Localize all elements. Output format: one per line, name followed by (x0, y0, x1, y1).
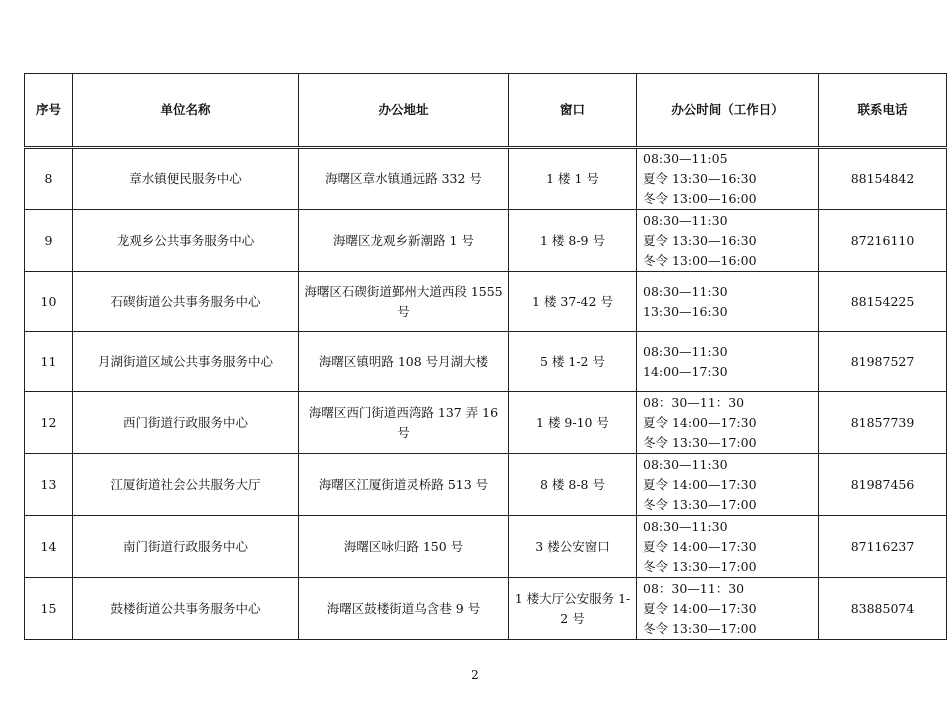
header-index: 序号 (25, 74, 73, 148)
row-window: 8 楼 8-8 号 (509, 454, 637, 516)
hours-line: 13:30—16:30 (643, 303, 728, 319)
row-index: 11 (25, 332, 73, 392)
hours-line: 夏令 14:00—17:30 (643, 476, 757, 492)
hours-line: 08:30—11:30 (643, 283, 728, 299)
row-office-hours (637, 578, 819, 640)
row-address: 海曙区江厦街道灵桥路 513 号 (299, 454, 509, 516)
hours-line: 08:30—11:05 (643, 151, 728, 166)
hours-line: 夏令 13:30—16:30 (643, 171, 757, 186)
table-row (25, 454, 947, 516)
hours-line: 冬令 13:00—16:00 (643, 191, 757, 206)
row-unit-name: 西门街道行政服务中心 (73, 392, 299, 454)
row-phone: 81987456 (819, 454, 947, 516)
hours-line: 08：30—11：30 (643, 580, 745, 596)
row-phone: 81857739 (819, 392, 947, 454)
table-row (25, 516, 947, 578)
row-phone: 87216110 (819, 210, 947, 272)
row-phone: 88154225 (819, 272, 947, 332)
hours-line: 夏令 14:00—17:30 (643, 538, 757, 554)
hours-line: 冬令 13:30—17:00 (643, 434, 757, 450)
hours-line: 夏令 14:00—17:30 (643, 600, 757, 616)
row-office-hours (637, 454, 819, 516)
hours-line: 08:30—11:30 (643, 212, 728, 228)
table-row (25, 332, 947, 392)
row-office-hours (637, 392, 819, 454)
row-window: 1 楼 8-9 号 (509, 210, 637, 272)
row-index: 9 (25, 210, 73, 272)
hours-line: 冬令 13:00—16:00 (643, 252, 757, 268)
page-number: 2 (471, 668, 479, 682)
row-phone: 81987527 (819, 332, 947, 392)
header-unit-name: 单位名称 (73, 74, 299, 148)
hours-line: 08：30—11：30 (643, 394, 745, 410)
row-index: 15 (25, 578, 73, 640)
row-address: 海曙区咏归路 150 号 (299, 516, 509, 578)
row-index: 14 (25, 516, 73, 578)
row-address: 海曙区鼓楼街道乌含巷 9 号 (299, 578, 509, 640)
hours-line: 冬令 13:30—17:00 (643, 496, 757, 512)
row-office-hours (637, 210, 819, 272)
row-phone: 87116237 (819, 516, 947, 578)
hours-line: 夏令 14:00—17:30 (643, 414, 757, 430)
service-center-table-container (24, 73, 946, 640)
service-center-table (24, 73, 947, 640)
table-row (25, 272, 947, 332)
table-header-row (25, 74, 947, 148)
row-unit-name: 南门街道行政服务中心 (73, 516, 299, 578)
header-office-hours: 办公时间（工作日） (637, 74, 819, 148)
row-unit-name: 龙观乡公共事务服务中心 (73, 210, 299, 272)
hours-line: 08:30—11:30 (643, 343, 728, 359)
header-phone: 联系电话 (819, 74, 947, 148)
row-phone: 88154842 (819, 148, 947, 210)
row-address: 海曙区西门街道西湾路 137 弄 16 号 (299, 392, 509, 454)
row-window: 1 楼 9-10 号 (509, 392, 637, 454)
row-office-hours (637, 148, 819, 210)
row-index: 12 (25, 392, 73, 454)
row-index: 10 (25, 272, 73, 332)
table-row (25, 210, 947, 272)
row-window: 1 楼 37-42 号 (509, 272, 637, 332)
row-window: 1 楼 1 号 (509, 148, 637, 210)
row-unit-name: 江厦街道社会公共服务大厅 (73, 454, 299, 516)
hours-line: 08:30—11:30 (643, 456, 728, 472)
row-address: 海曙区石碶街道鄞州大道西段 1555 号 (299, 272, 509, 332)
row-address: 海曙区镇明路 108 号月湖大楼 (299, 332, 509, 392)
hours-line: 冬令 13:30—17:00 (643, 558, 757, 574)
hours-line: 08:30—11:30 (643, 518, 728, 534)
row-phone: 83885074 (819, 578, 947, 640)
row-index: 13 (25, 454, 73, 516)
hours-line: 冬令 13:30—17:00 (643, 620, 757, 636)
row-window: 3 楼公安窗口 (509, 516, 637, 578)
row-unit-name: 月湖街道区域公共事务服务中心 (73, 332, 299, 392)
header-address: 办公地址 (299, 74, 509, 148)
row-office-hours (637, 272, 819, 332)
hours-line: 夏令 13:30—16:30 (643, 232, 757, 248)
row-address: 海曙区章水镇通远路 332 号 (299, 148, 509, 210)
row-office-hours (637, 332, 819, 392)
row-index: 8 (25, 148, 73, 210)
table-row (25, 578, 947, 640)
row-unit-name: 石碶街道公共事务服务中心 (73, 272, 299, 332)
hours-line: 14:00—17:30 (643, 363, 728, 379)
row-unit-name: 章水镇便民服务中心 (73, 148, 299, 210)
table-row (25, 392, 947, 454)
row-window: 1 楼大厅公安服务 1-2 号 (509, 578, 637, 640)
header-window: 窗口 (509, 74, 637, 148)
row-office-hours (637, 516, 819, 578)
row-window: 5 楼 1-2 号 (509, 332, 637, 392)
row-address: 海曙区龙观乡新潮路 1 号 (299, 210, 509, 272)
table-row (25, 148, 947, 210)
row-unit-name: 鼓楼街道公共事务服务中心 (73, 578, 299, 640)
